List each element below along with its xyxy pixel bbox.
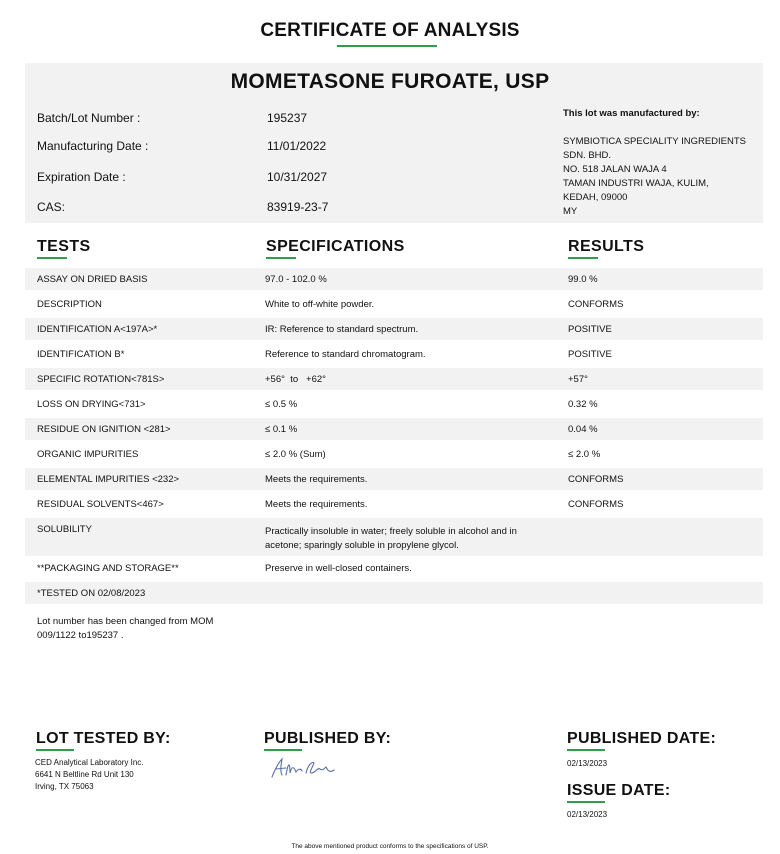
test-spec: ≤ 0.1 % <box>265 424 298 435</box>
manufacturer-line: KEDAH, 09000 <box>563 192 628 203</box>
manufacturer-line: NO. 518 JALAN WAJA 4 <box>563 164 667 175</box>
test-name: SPECIFIC ROTATION<781S> <box>37 374 165 385</box>
test-name: **PACKAGING AND STORAGE** <box>37 563 179 574</box>
test-result: 99.0 % <box>568 274 598 285</box>
lot-tested-by-heading: LOT TESTED BY: <box>36 730 171 747</box>
conformance-statement: The above mentioned product conforms to the specifications of USP. <box>291 843 489 850</box>
product-name: MOMETASONE FUROATE, USP <box>230 70 550 93</box>
test-name: IDENTIFICATION B* <box>37 349 125 360</box>
cas-label: CAS: <box>37 200 66 214</box>
test-name: SOLUBILITY <box>37 524 92 535</box>
published-by-heading: PUBLISHED BY: <box>264 730 392 747</box>
document-title: CERTIFICATE OF ANALYSIS <box>260 20 520 41</box>
manufacturer-line: TAMAN INDUSTRI WAJA, KULIM, <box>563 178 709 189</box>
title-underline <box>337 45 437 47</box>
published-date-value: 02/13/2023 <box>567 759 608 768</box>
results-header: RESULTS <box>568 238 645 255</box>
issue-date-heading: ISSUE DATE: <box>567 782 671 799</box>
results-underline <box>568 257 598 259</box>
test-result: POSITIVE <box>568 324 612 335</box>
lab-line: CED Analytical Laboratory Inc. <box>35 758 144 767</box>
specifications-header: SPECIFICATIONS <box>266 238 405 255</box>
published-date-heading: PUBLISHED DATE: <box>567 730 717 747</box>
test-result: +57° <box>568 374 588 385</box>
lab-line: Irving, TX 75063 <box>35 782 94 791</box>
expiration-date-value: 10/31/2027 <box>267 170 328 184</box>
test-name: RESIDUE ON IGNITION <281> <box>37 424 171 435</box>
test-result: ≤ 2.0 % <box>568 449 601 460</box>
published-by-underline <box>264 749 302 751</box>
test-name: DESCRIPTION <box>37 299 102 310</box>
test-spec: +56° to +62° <box>265 374 326 385</box>
test-spec: ≤ 2.0 % (Sum) <box>265 449 326 460</box>
test-name: ASSAY ON DRIED BASIS <box>37 274 148 285</box>
specifications-underline <box>266 257 296 259</box>
lot-tested-underline <box>36 749 74 751</box>
expiration-date-label: Expiration Date : <box>37 170 126 184</box>
issue-date-underline <box>567 801 605 803</box>
test-result: CONFORMS <box>568 474 624 485</box>
test-spec-line: Practically insoluble in water; freely soluble in alcohol and in <box>265 526 517 537</box>
test-name: RESIDUAL SOLVENTS<467> <box>37 499 164 510</box>
test-spec: 97.0 - 102.0 % <box>265 274 327 285</box>
test-result: 0.32 % <box>568 399 598 410</box>
batch-lot-label: Batch/Lot Number : <box>37 111 141 125</box>
test-spec: Meets the requirements. <box>265 499 368 510</box>
tests-underline <box>37 257 67 259</box>
lab-line: 6641 N Beltline Rd Unit 130 <box>35 770 134 779</box>
lot-change-note <box>37 615 237 643</box>
signature-image <box>268 755 338 781</box>
test-name: LOSS ON DRYING<731> <box>37 399 146 410</box>
manufacturer-line: SDN. BHD. <box>563 150 612 161</box>
test-result: CONFORMS <box>568 299 624 310</box>
test-spec: Reference to standard chromatogram. <box>265 349 426 360</box>
manufacturer-line: MY <box>563 206 578 217</box>
test-spec: Preserve in well-closed containers. <box>265 563 412 574</box>
cas-value: 83919-23-7 <box>267 200 329 214</box>
test-result: 0.04 % <box>568 424 598 435</box>
test-spec: IR: Reference to standard spectrum. <box>265 324 419 335</box>
tests-header: TESTS <box>37 238 91 255</box>
test-name: ORGANIC IMPURITIES <box>37 449 139 460</box>
test-result: CONFORMS <box>568 499 624 510</box>
issue-date-value: 02/13/2023 <box>567 810 608 819</box>
published-date-underline <box>567 749 605 751</box>
manufacturer-line: SYMBIOTICA SPECIALITY INGREDIENTS <box>563 136 747 147</box>
test-spec: White to off-white powder. <box>265 299 375 310</box>
manufacturing-date-value: 11/01/2022 <box>267 139 327 153</box>
manufacturing-date-label: Manufacturing Date : <box>37 139 149 153</box>
manufacturer-heading: This lot was manufactured by: <box>563 108 700 119</box>
note-line: Lot number has been changed from MOM <box>37 616 214 627</box>
test-spec-line: acetone; sparingly soluble in propylene glycol. <box>265 540 459 551</box>
note-line: 009/1122 to195237 . <box>37 630 124 641</box>
tested-on-note: *TESTED ON 02/08/2023 <box>37 588 146 599</box>
test-result: POSITIVE <box>568 349 612 360</box>
test-name: IDENTIFICATION A<197A>* <box>37 324 158 335</box>
test-spec: Meets the requirements. <box>265 474 368 485</box>
test-spec: ≤ 0.5 % <box>265 399 298 410</box>
test-name: ELEMENTAL IMPURITIES <232> <box>37 474 180 485</box>
batch-lot-value: 195237 <box>267 111 308 125</box>
